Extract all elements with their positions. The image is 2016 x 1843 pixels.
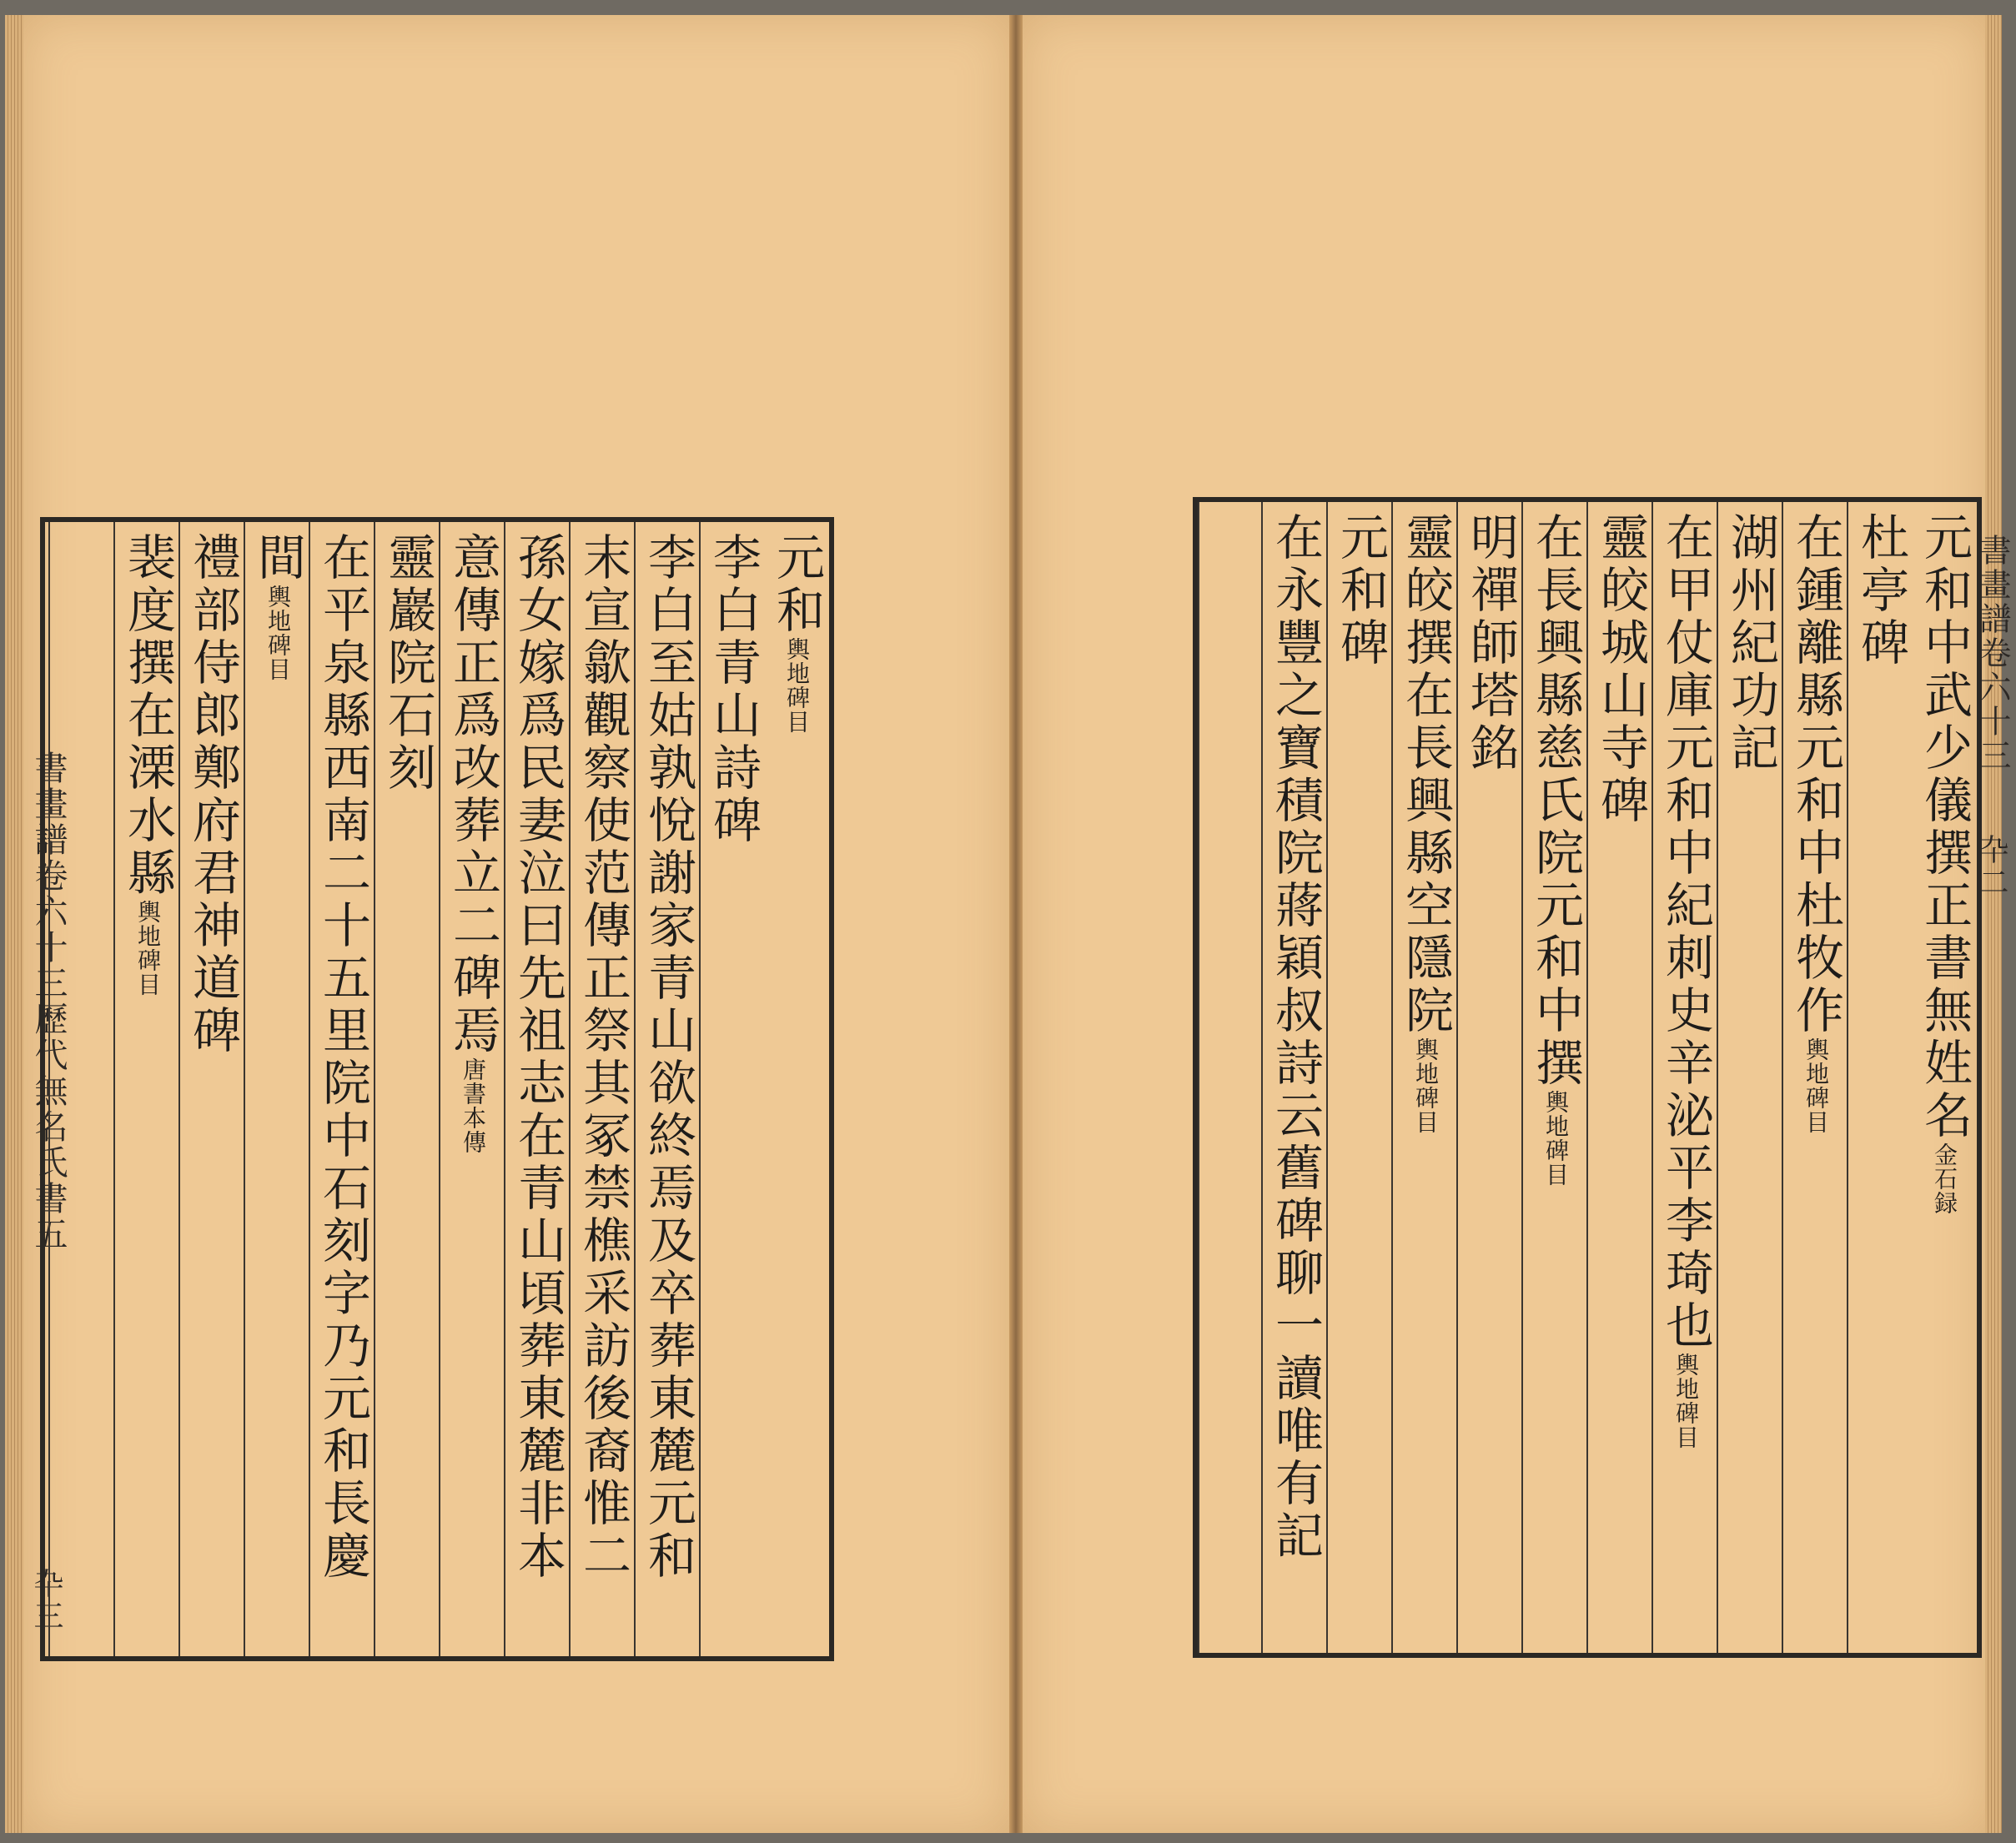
text-column bbox=[1652, 502, 1718, 1653]
text-column bbox=[1261, 502, 1328, 1653]
source-note: 唐書本傳 bbox=[460, 1057, 487, 1154]
column-main-text: 靈皎城山寺碑 bbox=[1592, 512, 1649, 827]
text-column bbox=[764, 522, 829, 1656]
column-main-text: 意傳正爲改葬立二碑焉 bbox=[445, 532, 501, 1057]
text-column bbox=[374, 522, 440, 1656]
column-main-text: 間 bbox=[249, 532, 306, 585]
right-fore-edge bbox=[1985, 15, 2002, 1833]
source-note: 輿地碑目 bbox=[1412, 1037, 1440, 1134]
column-main-text: 孫女嫁爲民妻泣曰先祖志在青山頃葬東麓非本 bbox=[510, 532, 566, 1583]
book-spine bbox=[1009, 15, 1023, 1833]
right-folio-number: 卆二 bbox=[1974, 834, 2008, 899]
source-note: 金石録 bbox=[1931, 1142, 1958, 1215]
left-text-block bbox=[40, 517, 834, 1661]
source-note: 輿地碑目 bbox=[264, 585, 292, 681]
left-margin-title: 書畫譜卷六十三歷代無名氏書五 bbox=[29, 751, 68, 1253]
column-main-text: 禮部侍郎鄭府君神道碑 bbox=[184, 532, 241, 1057]
column-main-text: 在永豐之寶積院蔣穎叔詩云舊碑聊一讀唯有記 bbox=[1267, 512, 1324, 1563]
column-main-text: 在平泉縣西南二十五里院中石刻字乃元和長慶 bbox=[314, 532, 371, 1583]
column-main-text: 在鍾離縣元和中杜牧作 bbox=[1787, 512, 1844, 1037]
column-main-text: 在長興縣慈氏院元和中撰 bbox=[1527, 512, 1584, 1090]
text-column bbox=[178, 522, 245, 1656]
text-column bbox=[1717, 502, 1783, 1653]
column-main-text: 末宣歙觀察使范傳正祭其冢禁樵采訪後裔惟二 bbox=[575, 532, 631, 1583]
text-column bbox=[699, 522, 766, 1656]
column-main-text: 李白至姑孰悅謝家青山欲終焉及卒葬東麓元和 bbox=[640, 532, 696, 1583]
text-column bbox=[569, 522, 636, 1656]
column-main-text: 元和 bbox=[768, 532, 825, 637]
right-margin-title: 書畫譜卷六十三 bbox=[1974, 534, 2011, 773]
column-main-text: 李白青山詩碑 bbox=[705, 532, 762, 847]
source-note: 輿地碑目 bbox=[783, 637, 811, 734]
source-note: 輿地碑目 bbox=[1802, 1037, 1830, 1134]
text-column bbox=[1586, 502, 1653, 1653]
text-column bbox=[113, 522, 180, 1656]
source-note: 輿地碑目 bbox=[1672, 1353, 1700, 1449]
right-text-block bbox=[1193, 497, 1982, 1658]
column-main-text: 元和中武少儀撰正書無姓名 bbox=[1916, 512, 1973, 1142]
text-column bbox=[48, 522, 115, 1656]
text-column bbox=[1521, 502, 1588, 1653]
text-column bbox=[309, 522, 375, 1656]
text-column bbox=[1912, 502, 1977, 1653]
left-folio-number: 卆三 bbox=[29, 1568, 63, 1633]
column-main-text: 湖州紀功記 bbox=[1722, 512, 1779, 775]
source-note: 輿地碑目 bbox=[1542, 1090, 1570, 1187]
text-column bbox=[1782, 502, 1848, 1653]
text-column bbox=[1198, 502, 1259, 1653]
text-column bbox=[244, 522, 310, 1656]
text-column bbox=[1391, 502, 1458, 1653]
text-column bbox=[1847, 502, 1913, 1653]
column-main-text: 靈皎撰在長興縣空隱院 bbox=[1397, 512, 1454, 1037]
text-column bbox=[1456, 502, 1523, 1653]
column-main-text: 在甲仗庫元和中紀刺史辛泌平李琦也 bbox=[1657, 512, 1714, 1353]
text-column bbox=[634, 522, 701, 1656]
column-main-text: 靈巖院石刻 bbox=[380, 532, 436, 795]
column-main-text: 明禪師塔銘 bbox=[1462, 512, 1519, 775]
column-main-text: 杜亭碑 bbox=[1853, 512, 1909, 670]
column-main-text: 裴度撰在溧水縣 bbox=[119, 532, 176, 900]
text-column bbox=[504, 522, 571, 1656]
left-fore-edge bbox=[5, 15, 25, 1833]
column-main-text: 元和碑 bbox=[1332, 512, 1389, 670]
source-note: 輿地碑目 bbox=[134, 900, 162, 997]
text-column bbox=[439, 522, 505, 1656]
text-column bbox=[1326, 502, 1393, 1653]
